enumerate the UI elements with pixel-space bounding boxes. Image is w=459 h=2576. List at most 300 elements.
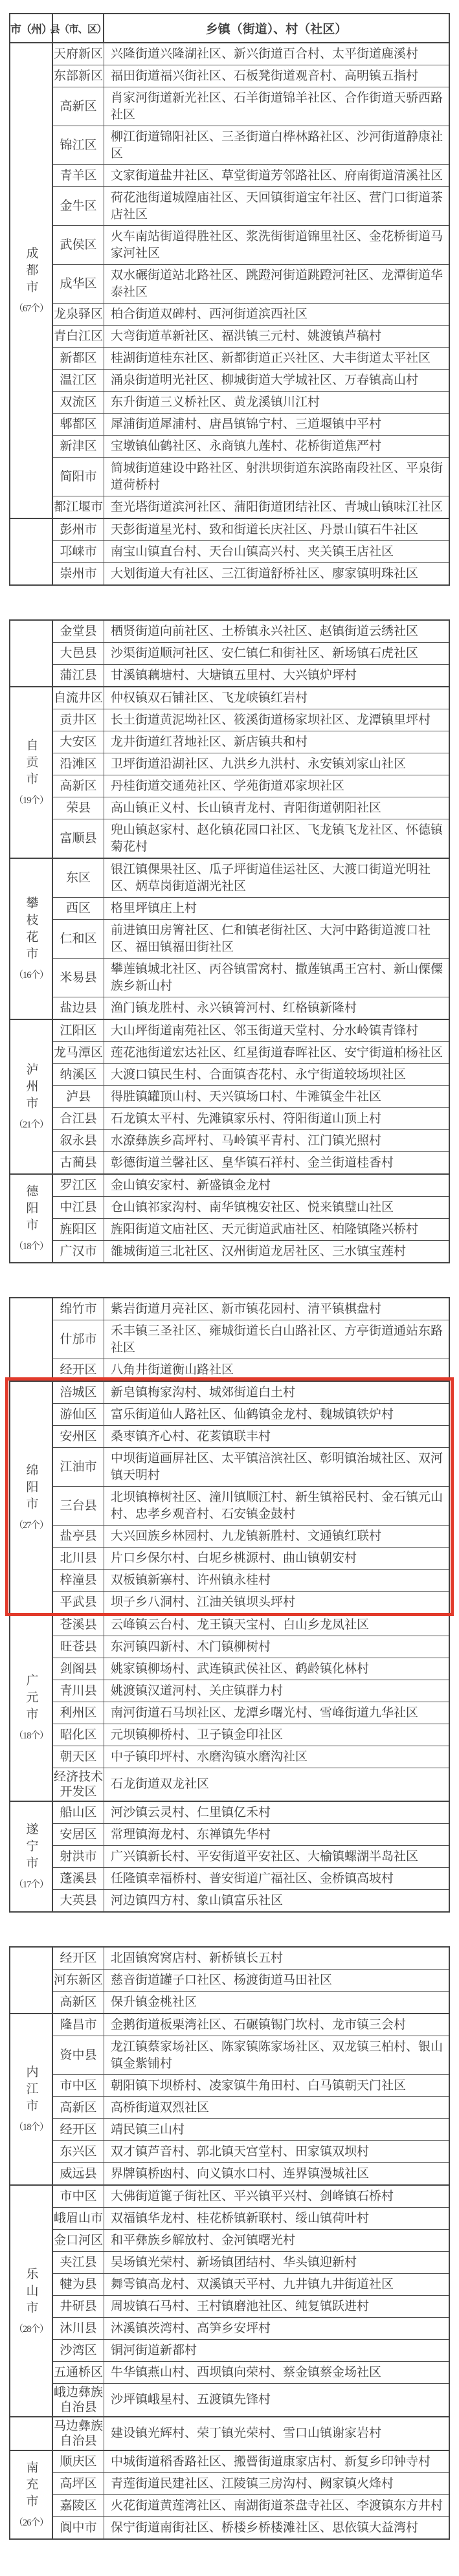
- city-count: （28个）: [14, 2324, 49, 2335]
- places-cell: 朝阳镇下坝桥村、凌家镇牛角田村、白马镇朝天门社区: [111, 2078, 407, 2093]
- places-cell: 富乐街道仙人路社区、仙鹤镇金龙村、魏城镇铁炉村: [111, 1407, 394, 1421]
- county-cell: 沐川县: [53, 2318, 104, 2339]
- places-cell: 桑枣镇齐心村、花荄镇联丰村: [111, 1429, 271, 1443]
- table-row: [53, 775, 449, 797]
- places-cell: 肖家河街道新光社区、石羊街道锦羊社区、合作街道天骄西路社区: [111, 91, 443, 122]
- places-cell: 中子镇印坪村、水磨沟镇水磨沟社区: [111, 1749, 308, 1764]
- county-rows: [53, 519, 449, 584]
- county-rows: [53, 2186, 449, 2416]
- table-row: [53, 435, 449, 457]
- table-row: [53, 325, 449, 347]
- city-count: （67个）: [14, 304, 49, 314]
- places-cell: 兴隆街道兴隆湖社区、新兴街道百合村、太平街道鹿溪村: [111, 47, 419, 61]
- places-cell: 中城街道稻香路社区、搬罾街道康家店村、新复乡印钟寺村: [111, 2454, 431, 2469]
- county-rows: [53, 2417, 449, 2450]
- county-cell: 剑阁县: [53, 1658, 104, 1680]
- table-row: [53, 1768, 449, 1801]
- places-cell: 保升镇金桃社区: [111, 1995, 197, 2009]
- county-cell: 涪城区: [53, 1382, 104, 1403]
- places-cell: 丹桂街道交通苑社区、学苑街道邓家坝社区: [111, 779, 345, 793]
- places-cell: 河边镇四方村、象山镇富乐社区: [111, 1893, 284, 1907]
- places-cell: 河沙镇云灵村、仁里镇亿禾村: [111, 1805, 271, 1819]
- county-cell: 富顺县: [53, 819, 104, 858]
- county-cell: 东区: [53, 859, 104, 897]
- places-cell: 和平彝族乡解放村、金河镇曙光村: [111, 2233, 296, 2247]
- county-rows: [53, 2451, 449, 2538]
- places-cell: 柏合街道双碑村、西河街道滨西社区: [111, 307, 308, 321]
- places-cell: 得胜镇罐顶山村、天兴镇场口村、牛滩镇金牛社区: [111, 1089, 382, 1104]
- county-cell: 青羊区: [53, 165, 104, 186]
- table-row: [53, 369, 449, 391]
- city-count: （18个）: [14, 1241, 49, 1252]
- places-cell: 沙坪镇峨星村、五渡镇先锋村: [111, 2393, 271, 2406]
- places-cell: 福田街道福兴街社区、石板凳街道观音村、高明镇五指村: [111, 69, 419, 83]
- places-cell: 前进镇田房箐社区、仁和镇老街社区、大河中路街道渡口社区、福田镇福田街社区: [111, 923, 431, 954]
- places-cell: 青莲街道民建社区、江陵镇三房沟村、阙家镇火烽村: [111, 2476, 394, 2491]
- table-row: [53, 1382, 449, 1403]
- table-row: [53, 225, 449, 264]
- places-cell: 攀莲镇城北社区、丙谷镇雷窝村、撒莲镇禹王宫村、新山傈僳族乡新山村: [111, 962, 443, 993]
- county-cell: 古蔺县: [53, 1152, 104, 1173]
- county-cell: 平武县: [53, 1592, 104, 1613]
- table-row: [53, 1867, 449, 1889]
- table-row: [53, 1218, 449, 1240]
- county-cell: 新都区: [53, 348, 104, 369]
- county-cell: 沙湾区: [53, 2340, 104, 2361]
- county-rows: [53, 43, 449, 518]
- county-cell: 隆昌市: [53, 2014, 104, 2036]
- table-row: [53, 347, 449, 369]
- table-row: [53, 621, 449, 642]
- places-cell: 建设镇光辉村、荣丁镇光荣村、雪口山镇谢家岩村: [111, 2426, 382, 2440]
- places-cell: 莲花池街道宏达社区、红星街道春晖社区、安宁街道柏杨社区: [111, 1045, 443, 1060]
- table-row: [53, 819, 449, 858]
- places-cell: 旌阳街道文庙社区、天元街道武庙社区、柏隆镇隆兴桥村: [111, 1222, 419, 1236]
- table-row: [53, 642, 449, 664]
- table-row: [53, 709, 449, 731]
- table-row: [53, 413, 449, 435]
- places-cell: 简城街道建设中路社区、射洪坝街道东滨路南段社区、平泉街道荷桥村: [111, 461, 443, 492]
- table-row: [53, 1298, 449, 1320]
- places-cell: 任隆镇幸福桥村、普安街道广福社区、金桥镇高坡村: [111, 1871, 394, 1885]
- table-row: [53, 2096, 449, 2118]
- county-cell: 经济技术开发区: [53, 1768, 104, 1801]
- places-cell: 涌泉街道明光社区、柳城街道大学城社区、万春镇高山村: [111, 373, 419, 387]
- county-cell: 东部新区: [53, 65, 104, 87]
- city-cell: [10, 1298, 53, 1381]
- table-row: [53, 1240, 449, 1262]
- county-cell: 蒲江县: [53, 665, 104, 686]
- city-cell: [10, 1175, 53, 1262]
- places-cell: 格里坪镇庄上村: [111, 901, 197, 915]
- table-row: [53, 2186, 449, 2207]
- county-cell: 郫都区: [53, 414, 104, 435]
- county-cell: 北川县: [53, 1548, 104, 1569]
- city-name: 乐山市: [24, 2267, 38, 2318]
- places-cell: 高桥街道双烈社区: [111, 2100, 210, 2115]
- places-cell: 火车南站街道得胜社区、浆洗街街道锦里社区、金花桥街道马家河社区: [111, 229, 443, 260]
- county-cell: 自流井区: [53, 687, 104, 709]
- city-group: [10, 2184, 449, 2416]
- places-cell: 银江镇倮果社区、瓜子坪街道佳运社区、大渡口街道光明社区、炳草岗街道湖光社区: [111, 862, 431, 893]
- places-cell: 八角井街道衡山路社区: [111, 1362, 234, 1377]
- table-row: [53, 2014, 449, 2036]
- table-row: [53, 997, 449, 1019]
- county-cell: 夹江县: [53, 2252, 104, 2273]
- places-cell: 文家街道盐井社区、草堂街道芳邻路社区、府南街道清溪社区: [111, 168, 443, 183]
- places-cell: 荷花池街道城隍庙社区、天回镇街道宝年社区、营门口街道茶店社区: [111, 190, 443, 221]
- table-row: [53, 1658, 449, 1680]
- table-row: [53, 1991, 449, 2013]
- county-cell: 昭化区: [53, 1724, 104, 1746]
- county-rows: [53, 1802, 449, 1911]
- city-cell: [10, 43, 53, 518]
- table-row: [53, 2339, 449, 2361]
- places-cell: 常理镇海龙村、东禅镇先华村: [111, 1827, 271, 1841]
- places-cell: 大划街道大有社区、三江街道舒桥社区、廖家镇明珠社区: [111, 566, 419, 581]
- county-cell: 峨边彝族自治县: [53, 2384, 104, 2416]
- city-name: 遂宁市: [24, 1823, 38, 1873]
- table-row: [53, 1486, 449, 1525]
- places-cell: 仓山镇祁家沟村、南华镇槐安社区、悦来镇璧山社区: [111, 1200, 394, 1214]
- table-row: [53, 2516, 449, 2538]
- county-cell: 锦江区: [53, 126, 104, 164]
- county-cell: 青川县: [53, 1680, 104, 1702]
- county-cell: 合江县: [53, 1108, 104, 1129]
- city-count: （21个）: [14, 1120, 49, 1130]
- county-rows: [53, 621, 449, 686]
- table-row: [53, 186, 449, 225]
- county-cell: 旌阳区: [53, 1219, 104, 1240]
- city-cell: [10, 1020, 53, 1173]
- places-cell: 双才镇芦音村、郭北镇天宫堂村、田家镇双坝村: [111, 2144, 370, 2159]
- table-row: [53, 1889, 449, 1911]
- places-cell: 南河街道石马坝社区、龙潭乡曙光村、雪峰街道九华社区: [111, 1705, 419, 1720]
- county-cell: 成华区: [53, 265, 104, 303]
- city-group: [10, 1613, 449, 1801]
- table-row: [53, 2417, 449, 2450]
- places-cell: 彰德街道兰馨社区、皇华镇石祥村、金兰街道桂香村: [111, 1155, 394, 1170]
- table-row: [53, 1591, 449, 1613]
- places-cell: 栖贤街道向前社区、土桥镇永兴社区、赵镇街道云绣社区: [111, 624, 419, 638]
- places-cell: 东升街道三义桥社区、黄龙溪镇川江村: [111, 395, 320, 409]
- county-cell: 河东新区: [53, 1970, 104, 1991]
- county-cell: 高新区: [53, 2097, 104, 2118]
- table-row: [53, 2273, 449, 2295]
- city-group: [10, 1173, 449, 1262]
- places-cell: 石龙街道双龙社区: [111, 1777, 210, 1791]
- places-cell: 吴场镇光荣村、新场镇团结村、华头镇迎新村: [111, 2255, 357, 2269]
- table-row: [53, 1020, 449, 1041]
- table-row: [53, 562, 449, 584]
- header-places-column: 乡镇（街道）、村（社区）: [205, 23, 348, 36]
- city-name: 南充市: [24, 2461, 38, 2511]
- table-row: [53, 2472, 449, 2494]
- table-row: [53, 897, 449, 919]
- places-cell: 新皂镇梅家沟村、城郊街道白土村: [111, 1385, 296, 1399]
- table-row: [53, 1614, 449, 1636]
- table-row: [53, 457, 449, 496]
- table-block: [9, 1946, 450, 2540]
- city-count: （27个）: [14, 1520, 49, 1531]
- county-cell: 犍为县: [53, 2274, 104, 2295]
- places-cell: 片口乡保尔村、白坭乡桃源村、曲山镇朝安村: [111, 1551, 357, 1565]
- county-cell: 顺庆区: [53, 2451, 104, 2472]
- table-row: [53, 1746, 449, 1768]
- table-row: [53, 2451, 449, 2472]
- county-rows: [53, 1948, 449, 2013]
- city-cell: [10, 1382, 53, 1613]
- city-count: （18个）: [14, 2122, 49, 2133]
- city-count: （19个）: [14, 795, 49, 806]
- table-row: [53, 1636, 449, 1658]
- table-row: [53, 87, 449, 126]
- county-rows: [53, 1382, 449, 1613]
- city-cell: [10, 1802, 53, 1911]
- places-cell: 界牌镇桥凼村、向义镇水口村、连界镇漫城社区: [111, 2166, 370, 2181]
- county-cell: 井研县: [53, 2296, 104, 2317]
- places-cell: 双福镇华龙村、桂花桥镇新联村、绥山镇荷叶村: [111, 2211, 370, 2225]
- table-row: [53, 540, 449, 562]
- places-cell: 犀浦街道犀浦村、唐昌镇锦宁村、三道堰镇中平村: [111, 417, 382, 431]
- city-cell: [10, 2014, 53, 2184]
- places-cell: 桂湖街道桂东社区、新都街道正兴社区、大丰街道太平社区: [111, 351, 431, 365]
- county-cell: 龙泉驿区: [53, 304, 104, 325]
- county-cell: 温江区: [53, 370, 104, 391]
- table-row: [53, 519, 449, 540]
- county-cell: 三台县: [53, 1487, 104, 1525]
- places-cell: 南宝山镇直台村、天台山镇高兴村、夹关镇王店社区: [111, 544, 394, 559]
- city-group: [10, 858, 449, 1019]
- city-cell: [10, 1948, 53, 2013]
- places-cell: 紫岩街道月亮社区、新市镇花园村、清平镇棋盘村: [111, 1302, 382, 1316]
- county-cell: 龙马潭区: [53, 1042, 104, 1063]
- places-cell: 渔门镇龙胜村、永兴镇箐河村、红格镇新隆村: [111, 1001, 357, 1015]
- city-cell: [10, 2417, 53, 2450]
- county-rows: [53, 1020, 449, 1173]
- city-cell: [10, 859, 53, 1019]
- county-cell: 新津区: [53, 436, 104, 457]
- county-cell: 梓潼县: [53, 1570, 104, 1591]
- city-cell: [10, 687, 53, 858]
- places-cell: 火花街道黄莲湾社区、南湖街道茶盘寺社区、李渡镇东方井村: [111, 2498, 443, 2513]
- table-row: [53, 43, 449, 65]
- city-group: [10, 1948, 449, 2013]
- table-row: [53, 2118, 449, 2140]
- city-cell: [10, 621, 53, 686]
- table-row: [53, 2317, 449, 2339]
- county-cell: 彭州市: [53, 519, 104, 540]
- table-row: [53, 1823, 449, 1845]
- places-cell: 大山坪街道南苑社区、邻玉街道天堂村、分水岭镇青锋村: [111, 1023, 419, 1038]
- county-cell: 邛崃市: [53, 541, 104, 562]
- county-cell: 泸县: [53, 1086, 104, 1107]
- table-row: [53, 1680, 449, 1702]
- city-group: [10, 1381, 449, 1613]
- places-cell: 慈音街道罐子口社区、杨渡街道马田社区: [111, 1973, 333, 1987]
- county-cell: 嘉陵区: [53, 2495, 104, 2516]
- county-cell: 金口河区: [53, 2230, 104, 2251]
- table-row: [53, 2251, 449, 2273]
- county-cell: 都江堰市: [53, 496, 104, 518]
- places-cell: 大佛街道篦子街社区、平兴镇平兴村、剑峰镇石桥村: [111, 2189, 394, 2203]
- county-cell: 金堂县: [53, 621, 104, 642]
- county-cell: 叙永县: [53, 1130, 104, 1151]
- places-cell: 靖民镇三山村: [111, 2122, 185, 2137]
- table-row: [53, 2229, 449, 2251]
- table-row: [53, 2383, 449, 2416]
- city-group: [10, 518, 449, 584]
- table-row: [53, 164, 449, 186]
- places-cell: 姚渡镇汉道河村、关庄镇群力村: [111, 1683, 284, 1698]
- city-name: 泸州市: [24, 1063, 38, 1113]
- table-row: [53, 1425, 449, 1447]
- city-name: 自贡市: [24, 738, 38, 789]
- city-group: [10, 1298, 449, 1381]
- county-rows: [53, 1614, 449, 1801]
- county-cell: 马边彝族自治县: [53, 2417, 104, 2450]
- county-cell: 高新区: [53, 775, 104, 797]
- county-cell: 旺苍县: [53, 1636, 104, 1658]
- places-cell: 金鹅街道板栗湾社区、石碾镇锡门坎村、龙市镇三会村: [111, 2017, 407, 2032]
- county-cell: 盐亭县: [53, 1526, 104, 1547]
- county-cell: 西区: [53, 898, 104, 919]
- table-row: [53, 797, 449, 819]
- places-cell: 元坝镇柳桥村、卫子镇金印社区: [111, 1727, 284, 1742]
- county-cell: 五通桥区: [53, 2362, 104, 2383]
- places-cell: 沙渠街道顺河社区、安仁镇仁和街社区、新场镇石虎社区: [111, 646, 419, 660]
- table-block: [9, 619, 450, 1263]
- table-row: [53, 919, 449, 958]
- places-cell: 大弯街道革新社区、福洪镇三元村、姚渡镇芦稿村: [111, 329, 382, 343]
- city-cell: [10, 1614, 53, 1801]
- city-name: 内江市: [24, 2065, 38, 2116]
- table-block: [9, 13, 450, 586]
- table-row: [53, 264, 449, 303]
- city-group: [10, 43, 449, 518]
- county-cell: 江油市: [53, 1448, 104, 1486]
- table-row: [53, 1359, 449, 1381]
- county-cell: 苍溪县: [53, 1614, 104, 1636]
- county-cell: 简阳市: [53, 458, 104, 496]
- county-cell: 盐边县: [53, 997, 104, 1019]
- places-cell: 高山镇正义村、长山镇青龙村、青阳街道朝阳社区: [111, 801, 382, 815]
- table-row: [53, 731, 449, 753]
- places-cell: 双水碾街道站北路社区、跳蹬河街道跳蹬河社区、龙潭街道华泰社区: [111, 268, 443, 299]
- places-cell: 铜河街道新都村: [111, 2343, 197, 2357]
- county-cell: 罗江区: [53, 1175, 104, 1196]
- county-cell: 双流区: [53, 392, 104, 413]
- county-cell: 广汉市: [53, 1241, 104, 1262]
- city-name: 德阳市: [24, 1184, 38, 1235]
- places-cell: 坝子乡八洞村、江油关镇坝头坪村: [111, 1595, 296, 1609]
- table-row: [53, 2074, 449, 2096]
- county-cell: 高坪区: [53, 2473, 104, 2494]
- places-cell: 龙井街道红苕地社区、新店镇共和村: [111, 735, 308, 749]
- county-rows: [53, 1298, 449, 1381]
- county-rows: [53, 687, 449, 858]
- places-cell: 奎光塔街道滨河社区、蒲阳街道团结社区、青城山镇味江社区: [111, 500, 443, 514]
- county-cell: 青白江区: [53, 326, 104, 347]
- city-count: （17个）: [14, 1880, 49, 1890]
- table-header-row: [10, 14, 449, 43]
- county-cell: 安居区: [53, 1824, 104, 1845]
- county-rows: [53, 859, 449, 1019]
- table-row: [53, 2494, 449, 2516]
- table-row: [53, 1063, 449, 1085]
- places-cell: 北固镇窝窝店村、新桥镇长五村: [111, 1951, 284, 1965]
- table-row: [53, 753, 449, 775]
- table-row: [53, 1403, 449, 1425]
- places-cell: 禾丰镇三圣社区、雍城街道长白山路社区、方亭街道通站东路社区: [111, 1324, 443, 1355]
- places-cell: 牛华镇燕山村、西坝镇向荣村、蔡金镇蔡金场社区: [111, 2365, 382, 2379]
- county-cell: 高新区: [53, 1992, 104, 2013]
- county-cell: 沿滩区: [53, 753, 104, 775]
- county-cell: 大邑县: [53, 643, 104, 664]
- county-cell: 市中区: [53, 2186, 104, 2207]
- places-cell: 雒城街道三北社区、汉州街道龙居社区、三水镇宝莲村: [111, 1244, 407, 1258]
- county-cell: 游仙区: [53, 1404, 104, 1425]
- places-cell: 宝墩镇仙鹤社区、永商镇九莲村、花桥街道焦严村: [111, 439, 382, 453]
- table-row: [53, 303, 449, 325]
- city-group: [10, 686, 449, 858]
- places-cell: 大兴回族乡林园村、九龙镇新胜村、文通镇红联村: [111, 1529, 382, 1543]
- table-row: [53, 1129, 449, 1151]
- places-cell: 柳江街道锦阳社区、三圣街道白桦林路社区、沙河街道静康社区: [111, 129, 443, 161]
- table-row: [53, 1151, 449, 1173]
- table-row: [53, 1802, 449, 1823]
- county-cell: 东兴区: [53, 2141, 104, 2162]
- city-name: 成都市: [24, 247, 38, 297]
- places-cell: 仲权镇双石铺社区、飞龙峡镇红岩村: [111, 691, 308, 705]
- table-row: [53, 1948, 449, 1969]
- table-row: [53, 1547, 449, 1569]
- county-cell: 峨眉山市: [53, 2208, 104, 2229]
- places-cell: 天彭街道星光村、致和街道长庆社区、丹景山镇石牛社区: [111, 522, 419, 537]
- city-name: 攀枝花市: [24, 896, 38, 964]
- table-row: [53, 65, 449, 87]
- places-cell: 双板镇新寨村、许州镇永桂村: [111, 1573, 271, 1587]
- city-group: [10, 1019, 449, 1173]
- county-cell: 大安区: [53, 731, 104, 753]
- table-row: [53, 2162, 449, 2184]
- county-cell: 经开区: [53, 1948, 104, 1969]
- table-row: [53, 1085, 449, 1107]
- places-cell: 兜山镇赵家村、赵化镇花园口社区、飞龙镇飞龙社区、怀德镇菊花村: [111, 823, 443, 854]
- table-row: [53, 859, 449, 897]
- table-row: [53, 2140, 449, 2162]
- county-cell: 崇州市: [53, 563, 104, 584]
- places-cell: 大渡口镇民生村、合面镇杏花村、永宁街道较场坝社区: [111, 1067, 407, 1082]
- county-cell: 阆中市: [53, 2517, 104, 2538]
- county-rows: [53, 2014, 449, 2184]
- city-name: 广元市: [24, 1673, 38, 1724]
- table-row: [53, 496, 449, 518]
- county-cell: 朝天区: [53, 1746, 104, 1768]
- table-row: [53, 1724, 449, 1746]
- county-cell: 市中区: [53, 2075, 104, 2096]
- table-row: [53, 958, 449, 997]
- county-cell: 绵竹市: [53, 1298, 104, 1320]
- county-cell: 金牛区: [53, 187, 104, 225]
- county-cell: 射洪市: [53, 1846, 104, 1867]
- city-group: [10, 2450, 449, 2538]
- table-row: [53, 1525, 449, 1547]
- table-row: [53, 1041, 449, 1063]
- table-row: [53, 2295, 449, 2317]
- places-cell: 周坡镇石马村、王村镇磨池社区、纯复镇跃进村: [111, 2299, 370, 2313]
- city-group: [10, 2013, 449, 2184]
